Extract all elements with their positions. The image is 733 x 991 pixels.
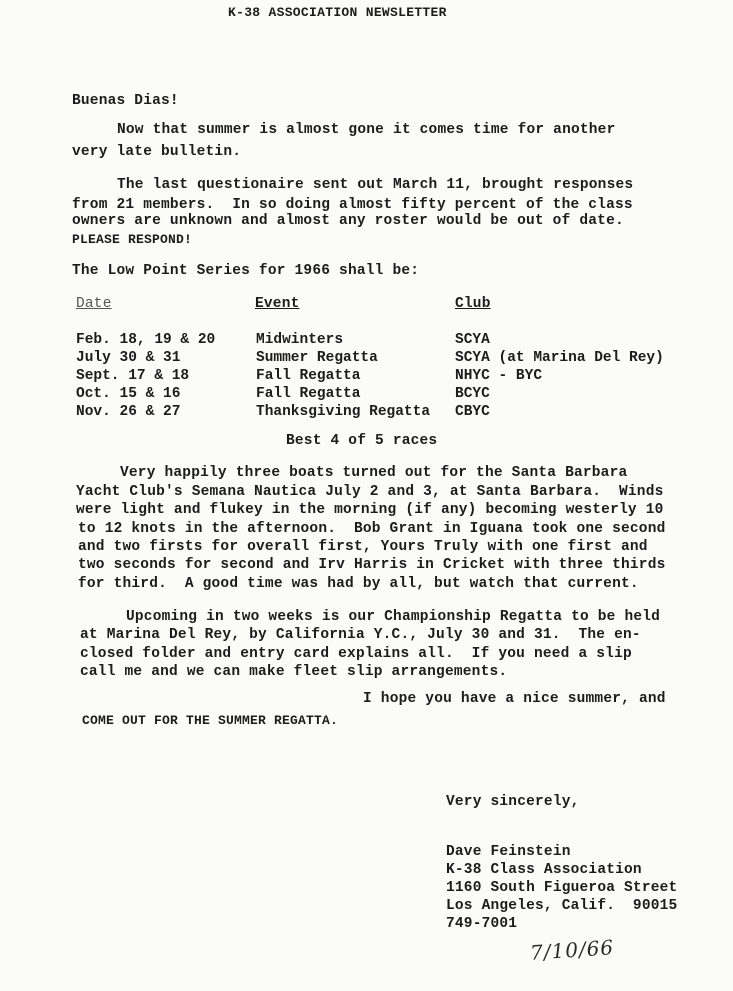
table-cell-date: Oct. 15 & 16 <box>76 386 181 402</box>
table-cell-date: Feb. 18, 19 & 20 <box>76 332 216 348</box>
table-row <box>0 385 733 403</box>
table-cell-event: Fall Regatta <box>256 386 361 402</box>
best-races-note: Best 4 of 5 races <box>286 433 438 449</box>
table-cell-club: BCYC <box>455 386 490 402</box>
signature-organization: K-38 Class Association <box>446 862 642 878</box>
paragraph-2-line-1: The last questionaire sent out March 11, brought responses <box>117 177 634 193</box>
paragraph-4-line-4: call me and we can make fleet slip arrangements. <box>80 664 508 680</box>
table-cell-date: July 30 & 31 <box>76 350 181 366</box>
series-intro: The Low Point Series for 1966 shall be: <box>72 263 420 279</box>
table-cell-date: Sept. 17 & 18 <box>76 368 190 384</box>
signature-phone: 749-7001 <box>446 916 518 932</box>
paragraph-3-line-5: and two firsts for overall first, Yours Truly with one first and <box>78 539 648 555</box>
table-cell-date: Nov. 26 & 27 <box>76 404 181 420</box>
table-cell-event: Midwinters <box>256 332 344 348</box>
paragraph-1-line-2: very late bulletin. <box>72 144 242 160</box>
paragraph-3-line-1: Very happily three boats turned out for the Santa Barbara <box>120 465 628 481</box>
paragraph-3-line-4: to 12 knots in the afternoon. Bob Grant in Iguana took one second <box>78 521 666 537</box>
handwritten-date: 7/10/66 <box>529 935 615 965</box>
signature-city: Los Angeles, Calif. 90015 <box>446 898 678 914</box>
valediction: Very sincerely, <box>446 794 580 810</box>
paragraph-2-line-3: owners are unknown and almost any roster would be out of date. <box>72 213 624 229</box>
table-cell-event: Summer Regatta <box>256 350 378 366</box>
paragraph-3-line-6: two seconds for second and Irv Harris in Cricket with three thirds <box>78 557 666 573</box>
closing-line-1: I hope you have a nice summer, and <box>363 691 666 707</box>
newsletter-title: K-38 ASSOCIATION NEWSLETTER <box>228 5 447 20</box>
table-row <box>0 331 733 349</box>
greeting: Buenas Dias! <box>72 93 179 109</box>
table-cell-event: Thanksgiving Regatta <box>256 404 431 420</box>
paragraph-2-line-4: PLEASE RESPOND! <box>72 232 193 247</box>
paragraph-4-line-3: closed folder and entry card explains all. If you need a slip <box>80 646 632 662</box>
signature-name: Dave Feinstein <box>446 844 571 860</box>
column-header-club: Club <box>455 296 491 312</box>
table-cell-club: SCYA <box>455 332 490 348</box>
table-cell-event: Fall Regatta <box>256 368 361 384</box>
paragraph-1-line-1: Now that summer is almost gone it comes time for another <box>117 122 616 138</box>
table-row <box>0 349 733 367</box>
closing-line-2: COME OUT FOR THE SUMMER REGATTA. <box>82 713 339 728</box>
column-header-event: Event <box>255 296 300 312</box>
table-cell-club: NHYC - BYC <box>455 368 543 384</box>
paragraph-3-line-2: Yacht Club's Semana Nautica July 2 and 3, at Santa Barbara. Winds <box>76 484 664 500</box>
paragraph-3-line-7: for third. A good time was had by all, but watch that current. <box>78 576 639 592</box>
paragraph-4-line-1: Upcoming in two weeks is our Championship Regatta to be held <box>126 609 661 625</box>
signature-street: 1160 South Figueroa Street <box>446 880 678 896</box>
table-row <box>0 403 733 421</box>
table-cell-club: CBYC <box>455 404 490 420</box>
paragraph-2-line-2: from 21 members. In so doing almost fifty percent of the class <box>72 197 633 213</box>
column-header-date: Date <box>76 296 112 312</box>
table-row <box>0 367 733 385</box>
paragraph-4-line-2: at Marina Del Rey, by California Y.C., July 30 and 31. The en- <box>80 627 641 643</box>
table-cell-club: SCYA (at Marina Del Rey) <box>455 350 664 366</box>
paragraph-3-line-3: were light and flukey in the morning (if any) becoming westerly 10 <box>76 502 664 518</box>
